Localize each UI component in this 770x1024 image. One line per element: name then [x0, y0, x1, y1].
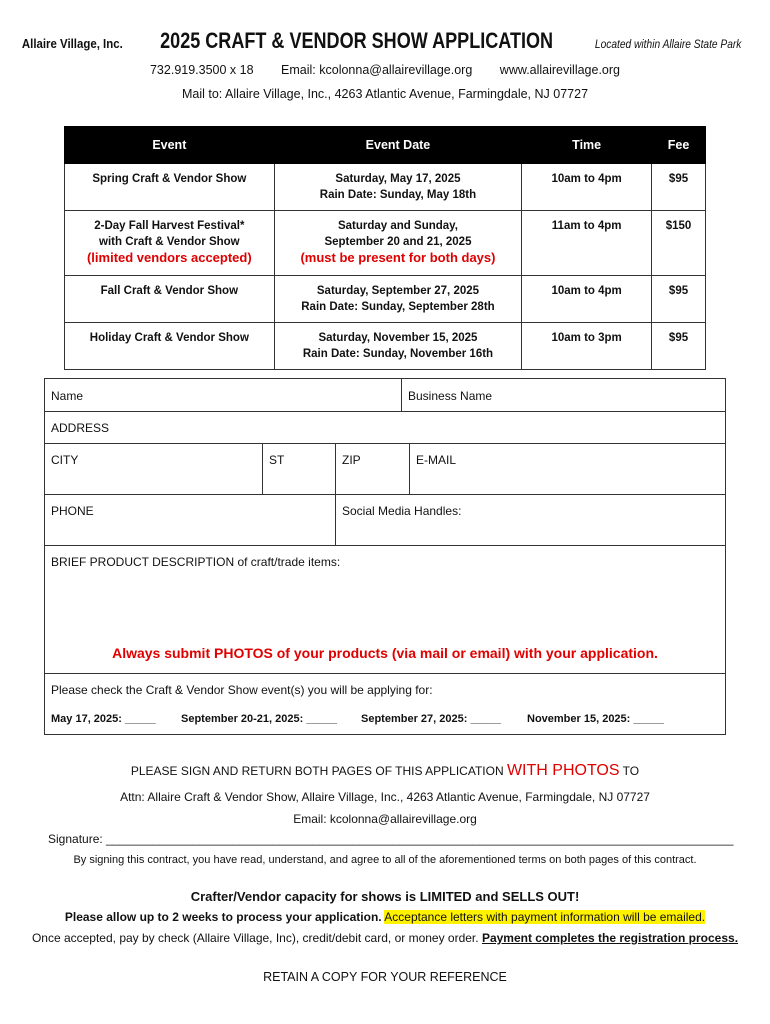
retain-copy: RETAIN A COPY FOR YOUR REFERENCE: [263, 970, 507, 984]
fee-cell: $95: [652, 164, 706, 211]
rain-date: Rain Date: Sunday, May 18th: [319, 189, 477, 201]
date-cell: [274, 211, 522, 276]
return-instructions: [0, 762, 770, 780]
agreement-text: By signing this contract, you have read, understand, and agree to all of the aforementioned terms on both pages of this contract.: [73, 854, 697, 866]
allow-text: Please allow up to 2 weeks to process your application.: [64, 910, 382, 924]
rain-date: Rain Date: Sunday, September 28th: [301, 301, 495, 313]
date-cell: [274, 276, 522, 323]
table-row: [65, 323, 706, 370]
divider: [45, 411, 725, 412]
with-photos: WITH PHOTOS: [506, 762, 620, 779]
time-cell: 11am to 4pm: [522, 211, 652, 276]
name-field[interactable]: Name: [51, 389, 84, 403]
phone-field[interactable]: PHONE: [51, 504, 94, 518]
city-field[interactable]: CITY: [51, 453, 79, 467]
event-date: Saturday, September 27, 2025: [316, 285, 480, 297]
website: www.allairevillage.org: [499, 63, 620, 77]
email-field[interactable]: E-MAIL: [416, 453, 457, 467]
time-cell: 10am to 4pm: [522, 276, 652, 323]
acceptance-text: Acceptance letters with payment information will be emailed.: [384, 910, 706, 924]
photos-note: Always submit PHOTOS of your products (via mail or email) with your application.: [112, 645, 658, 661]
fee-cell: $95: [652, 276, 706, 323]
event-cell: [65, 211, 275, 276]
signature-line[interactable]: Signature: ______________________________________________________________________________________________: [48, 832, 734, 846]
check-sept-27[interactable]: September 27, 2025: _____: [361, 713, 502, 725]
divider: [45, 494, 725, 495]
divider: [45, 545, 725, 546]
event-name: Spring Craft & Vendor Show: [92, 173, 247, 185]
fee-cell: $150: [652, 211, 706, 276]
date-cell: [274, 323, 522, 370]
column-header: Event: [65, 127, 275, 164]
table-row: [65, 276, 706, 323]
check-sept-20-21[interactable]: September 20-21, 2025: _____: [181, 713, 337, 725]
check-nov-15[interactable]: November 15, 2025: _____: [527, 713, 664, 725]
event-date-2: September 20 and 21, 2025: [324, 236, 472, 248]
product-description-field[interactable]: BRIEF PRODUCT DESCRIPTION of craft/trade items:: [51, 555, 341, 569]
column-header: Fee: [652, 127, 706, 164]
event-cell: [65, 164, 275, 211]
title-row: [0, 28, 770, 54]
address-field[interactable]: ADDRESS: [51, 421, 110, 435]
event-date: Saturday and Sunday,: [337, 220, 458, 232]
divider: [45, 443, 725, 444]
social-media-field[interactable]: Social Media Handles:: [342, 504, 462, 518]
payment-completes: Payment completes the registration process.: [481, 931, 739, 945]
page-title: 2025 CRAFT & VENDOR SHOW APPLICATION: [159, 28, 553, 53]
attn-address: Attn: Allaire Craft & Vendor Show, Allaire Village, Inc., 4263 Atlantic Avenue, Farmingdale, NJ 07727: [120, 790, 650, 804]
business-name-field[interactable]: Business Name: [408, 389, 493, 403]
application-form: [44, 378, 726, 735]
rain-date: Rain Date: Sunday, November 16th: [302, 348, 494, 360]
capacity-note: Crafter/Vendor capacity for shows is LIMITED and SELLS OUT!: [190, 889, 580, 904]
column-header: Event Date: [274, 127, 522, 164]
date-cell: [274, 164, 522, 211]
phone-number: 732.919.3500 x 18: [149, 63, 254, 77]
event-date: Saturday, November 15, 2025: [318, 332, 478, 344]
divider: [45, 673, 725, 674]
payment-note: [0, 931, 770, 945]
org-name: Allaire Village, Inc.: [22, 36, 124, 51]
check-may-17[interactable]: May 17, 2025: _____: [51, 713, 156, 725]
mail-to: Mail to: Allaire Village, Inc., 4263 Atlantic Avenue, Farmingdale, NJ 07727: [181, 87, 589, 101]
time-cell: 10am to 3pm: [522, 323, 652, 370]
state-field[interactable]: ST: [269, 453, 285, 467]
event-date: Saturday, May 17, 2025: [335, 173, 461, 185]
column-header: Time: [522, 127, 652, 164]
location-note: Located within Allaire State Park: [595, 37, 742, 51]
footer-email: Email: kcolonna@allairevillage.org: [293, 812, 477, 826]
events-table: [64, 126, 706, 370]
contact-line: [0, 63, 770, 77]
return-to: TO: [622, 764, 640, 778]
event-cell: Fall Craft & Vendor Show: [65, 276, 275, 323]
return-text: PLEASE SIGN AND RETURN BOTH PAGES OF THIS APPLICATION: [130, 764, 504, 778]
processing-note: [0, 910, 770, 924]
event-cell: Holiday Craft & Vendor Show: [65, 323, 275, 370]
event-note: (limited vendors accepted): [86, 250, 252, 265]
contact-email: Email: kcolonna@allairevillage.org: [281, 63, 473, 77]
pay-text: Once accepted, pay by check (Allaire Village, Inc), credit/debit card, or money order.: [31, 931, 479, 945]
table-header-row: [65, 127, 706, 164]
fee-cell: $95: [652, 323, 706, 370]
event-name: 2-Day Fall Harvest Festival*: [94, 220, 245, 232]
zip-field[interactable]: ZIP: [342, 453, 361, 467]
check-prompt: Please check the Craft & Vendor Show event(s) you will be applying for:: [51, 683, 433, 697]
date-note: (must be present for both days): [300, 250, 496, 265]
event-subtitle: with Craft & Vendor Show: [99, 236, 240, 248]
time-cell: 10am to 4pm: [522, 164, 652, 211]
table-row: [65, 164, 706, 211]
table-row: [65, 211, 706, 276]
